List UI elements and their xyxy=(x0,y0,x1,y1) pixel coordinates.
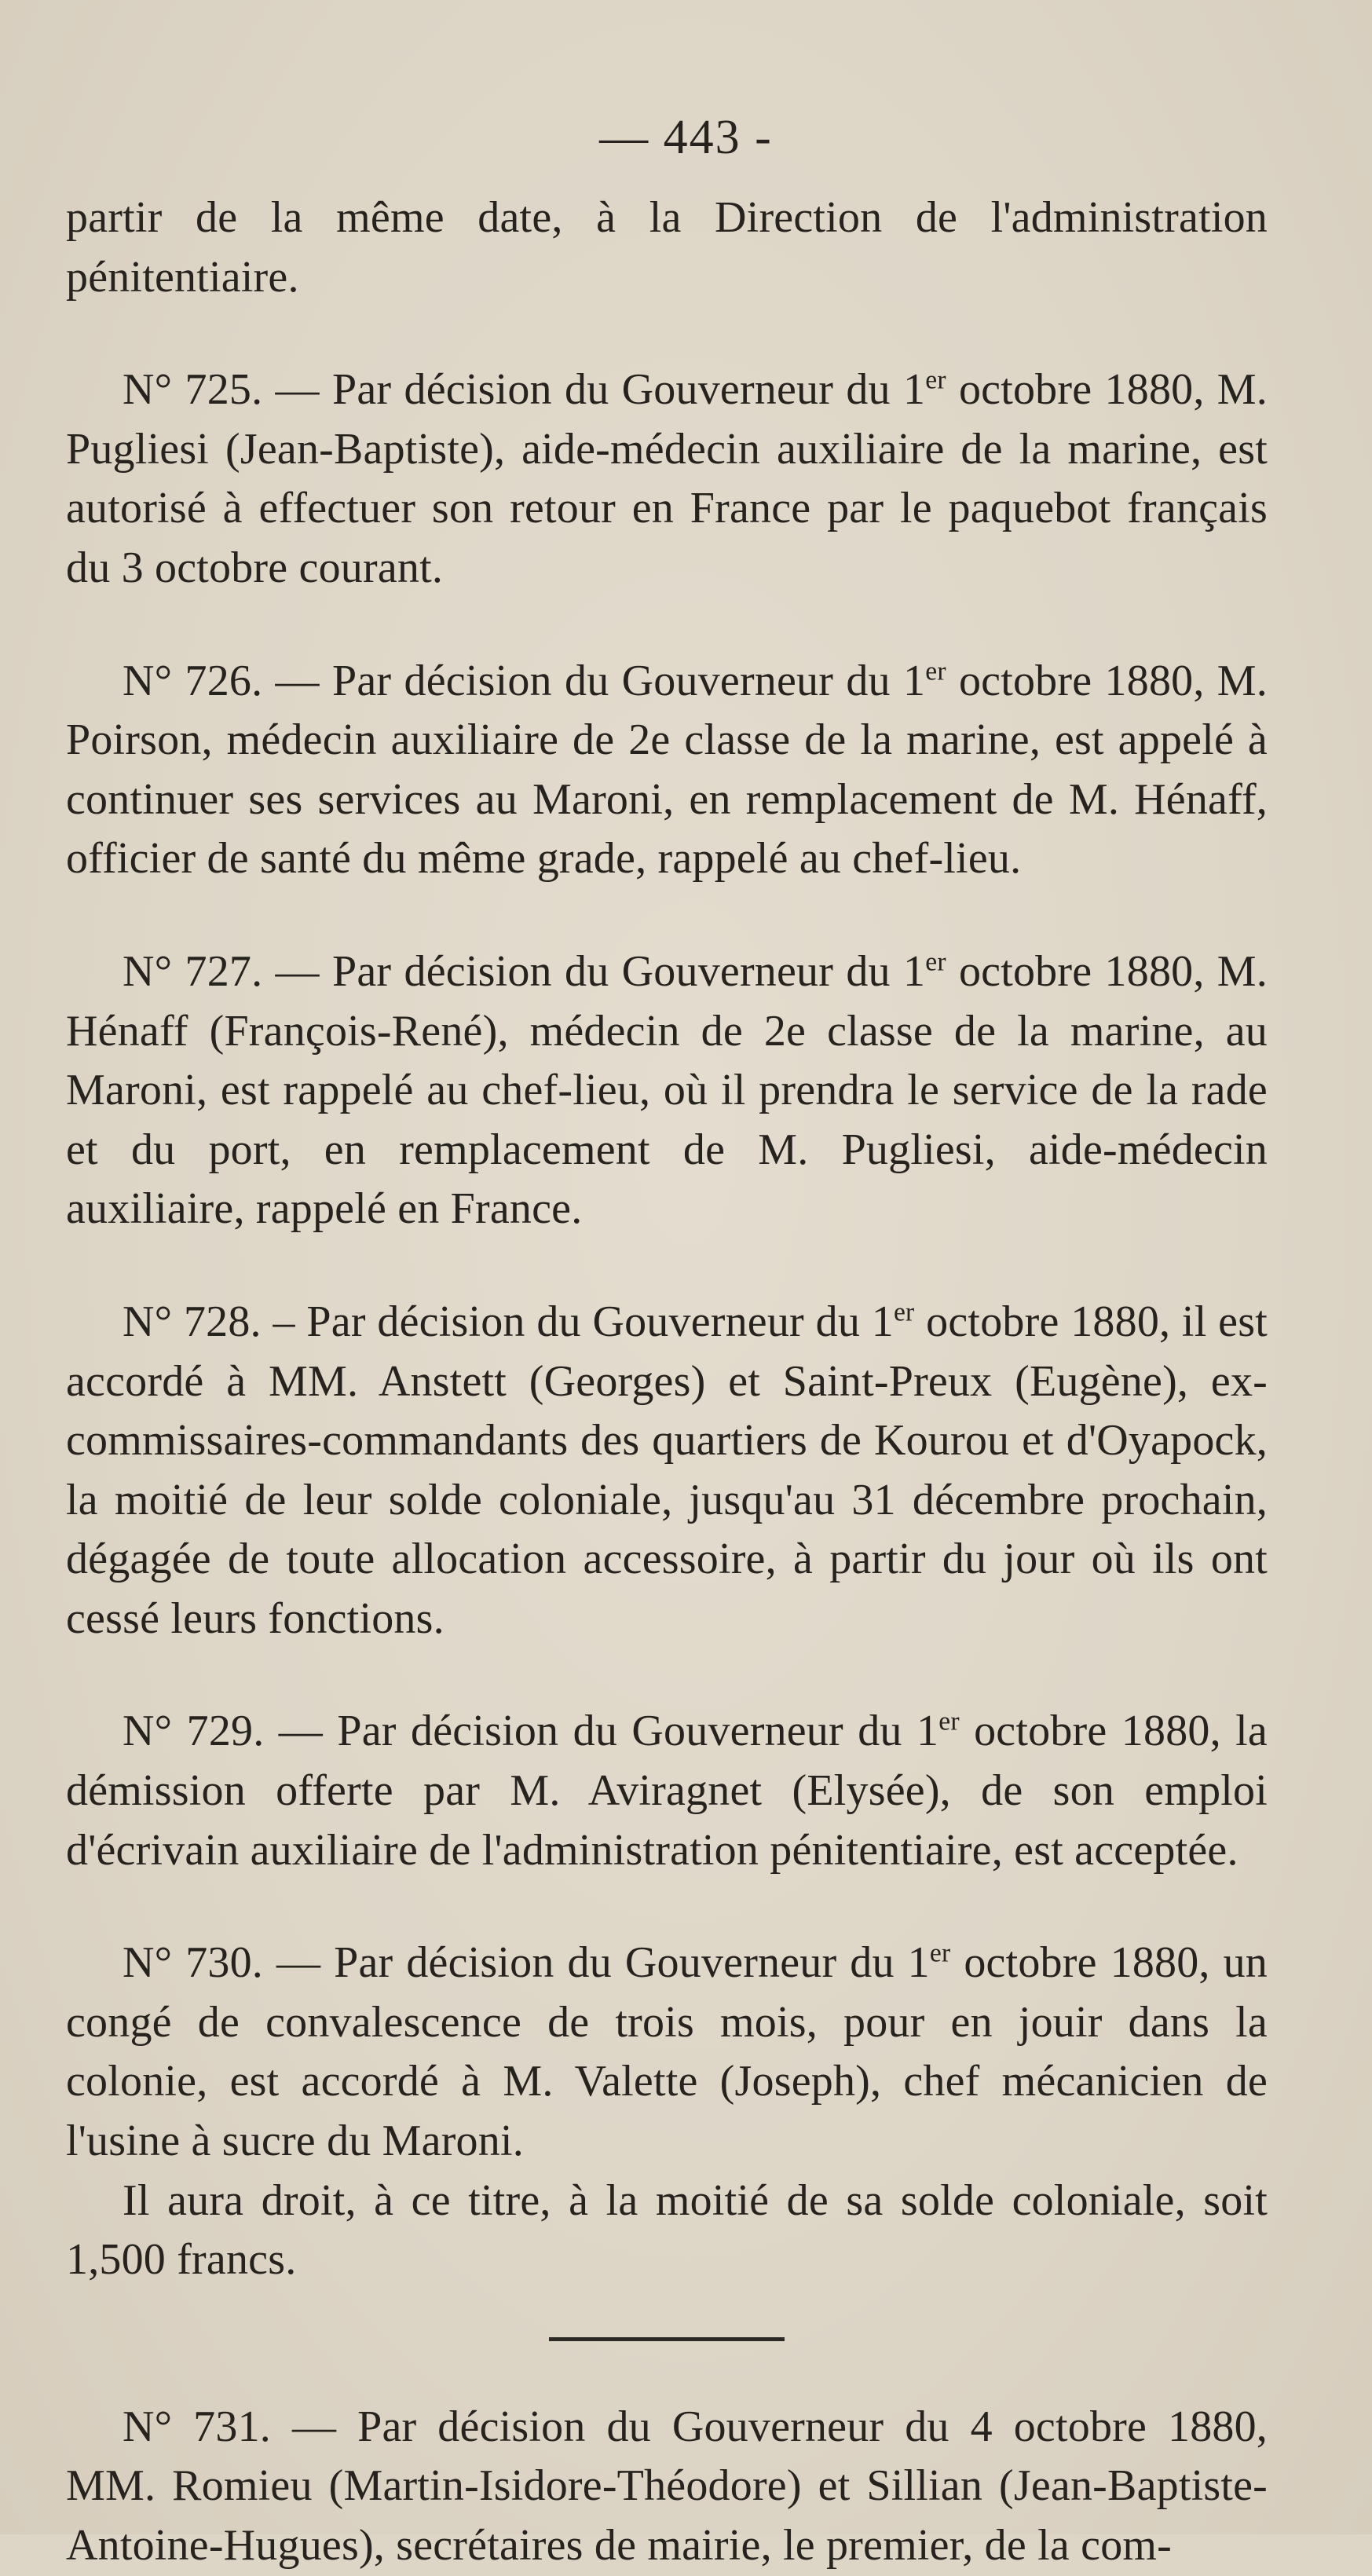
ordinal-suffix: er xyxy=(925,365,946,395)
decision-entry-725 xyxy=(66,360,1268,598)
entry-dash: — xyxy=(262,365,333,415)
entry-number: N° 728. xyxy=(123,1297,262,1346)
ordinal-suffix: er xyxy=(925,947,946,977)
page-number-header: — 443 - xyxy=(599,111,773,164)
ordinal-suffix: er xyxy=(938,1707,960,1736)
entry-text: Par décision du Gouverneur du 1 xyxy=(332,946,926,996)
entry-dash: — xyxy=(262,946,333,996)
decision-entry-731 xyxy=(66,2398,1268,2576)
entry-text: Par décision du Gouverneur du 1 xyxy=(334,1938,930,1988)
entry-number: N° 725. xyxy=(123,365,263,415)
entry-dash: — xyxy=(263,1938,335,1988)
entry-text: Par décision du Gouverneur du 1 xyxy=(337,1707,939,1756)
entry-text: Par décision du Gouverneur du 4 octobre 1880, MM. Romieu (Martin-Isidore-Théodore) et Sillian (Jean-Baptiste-Antoine-Hugues), secrétaires de mairie, le premier, de la com- xyxy=(66,2402,1268,2570)
entry-number: N° 727. xyxy=(123,946,263,996)
entry-dash: — xyxy=(271,2402,358,2451)
ordinal-suffix: er xyxy=(893,1297,915,1327)
ordinal-suffix: er xyxy=(929,1938,951,1968)
text-column xyxy=(66,188,1268,2576)
entry-text: octobre 1880, il est accordé à MM. Anstett (Georges) et Saint-Preux (Eugène), ex-commissaires-commandants des quartiers de Kourou et d'Oyapock, la moitié de leur solde coloniale, jusqu'au 31 décembre prochain, dégagée de toute allocation accessoire, à partir du jour où ils ont cessé leurs fonctions. xyxy=(66,1297,1268,1643)
entry-number: N° 726. xyxy=(123,656,263,705)
decision-entry-728 xyxy=(66,1293,1268,1649)
entry-number: N° 729. xyxy=(123,1707,265,1756)
entry-dash: – xyxy=(261,1297,307,1346)
continuation-paragraph: partir de la même date, à la Direction de l'administration pénitentiaire. xyxy=(66,193,1268,302)
entry-text: Par décision du Gouverneur du 1 xyxy=(332,656,926,705)
ordinal-suffix: er xyxy=(925,656,946,686)
entry-text: Par décision du Gouverneur du 1 xyxy=(332,365,926,415)
decision-entry-730-followup: Il aura droit, à ce titre, à la moitié de sa solde coloniale, soit 1,500 francs. xyxy=(66,2175,1268,2285)
section-divider-rule xyxy=(549,2337,785,2341)
entry-dash: — xyxy=(262,656,333,705)
entry-text: octobre 1880, la démission offerte par M. Aviragnet (Elysée), de son emploi d'écrivain auxiliaire de l'administration pénitentiaire, est acceptée. xyxy=(66,1707,1268,1875)
entry-text: octobre 1880, un congé de convalescence de trois mois, pour en jouir dans la colonie, est accordé à M. Valette (Joseph), chef mécanicien de l'usine à sucre du Maroni. xyxy=(66,1938,1268,2166)
decision-entry-730 xyxy=(66,1934,1268,2171)
entry-text: octobre 1880, M. Pugliesi (Jean-Baptiste), aide-médecin auxiliaire de la marine, est autorisé à effectuer son retour en France par le paquebot français du 3 octobre courant. xyxy=(66,365,1268,592)
decision-entry-726 xyxy=(66,652,1268,889)
entry-text: octobre 1880, M. Poirson, médecin auxiliaire de 2e classe de la marine, est appelé à continuer ses services au Maroni, en remplacement de M. Hénaff, officier de santé du même grade, rappelé au chef-lieu. xyxy=(66,656,1268,884)
entry-dash: — xyxy=(264,1707,338,1756)
entry-number: N° 731. xyxy=(123,2402,271,2451)
decision-entry-727 xyxy=(66,942,1268,1239)
entry-number: N° 730. xyxy=(123,1938,263,1988)
entry-text: octobre 1880, M. Hénaff (François-René), médecin de 2e classe de la marine, au Maroni, est rappelé au chef-lieu, où il prendra le service de la rade et du port, en remplacement de M. Pugliesi, aide-médecin auxiliaire, rappelé en France. xyxy=(66,946,1268,1234)
entry-text: Par décision du Gouverneur du 1 xyxy=(306,1297,894,1346)
decision-entry-729 xyxy=(66,1702,1268,1880)
